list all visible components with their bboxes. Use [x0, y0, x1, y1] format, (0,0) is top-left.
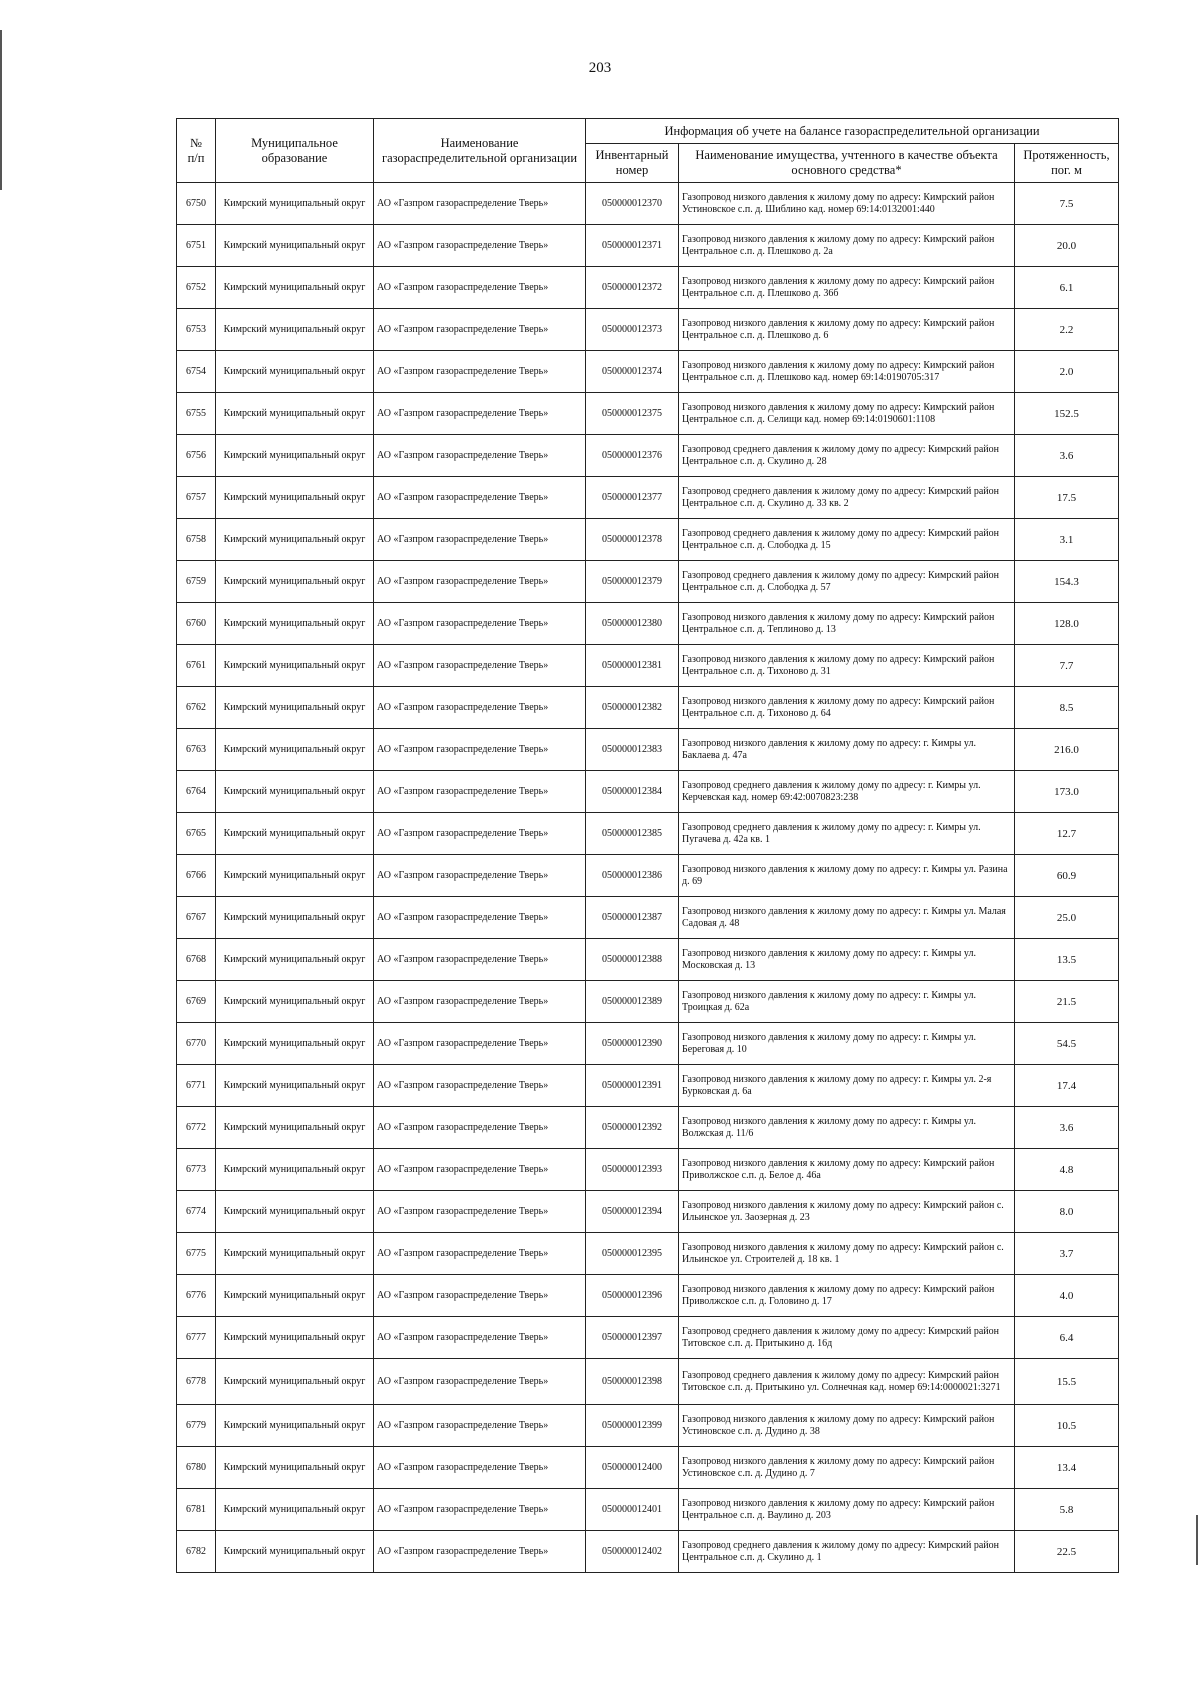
inventory-number-cell: 050000012389 [586, 981, 679, 1023]
organization-cell: АО «Газпром газораспределение Тверь» [374, 687, 586, 729]
organization-cell: АО «Газпром газораспределение Тверь» [374, 1233, 586, 1275]
row-number: 6757 [177, 477, 216, 519]
organization-cell: АО «Газпром газораспределение Тверь» [374, 561, 586, 603]
table-row [177, 939, 1119, 981]
inventory-number-cell: 050000012393 [586, 1149, 679, 1191]
property-name-cell: Газопровод среднего давления к жилому дому по адресу: Кимрский район Центральное с.п. д. Слободка д. 57 [679, 561, 1015, 603]
table-row [177, 1447, 1119, 1489]
length-cell: 20.0 [1015, 225, 1119, 267]
municipality-cell: Кимрский муниципальный округ [216, 183, 374, 225]
row-number: 6754 [177, 351, 216, 393]
municipality-cell: Кимрский муниципальный округ [216, 813, 374, 855]
row-number: 6753 [177, 309, 216, 351]
table-row [177, 1405, 1119, 1447]
length-cell: 216.0 [1015, 729, 1119, 771]
length-cell: 4.0 [1015, 1275, 1119, 1317]
municipality-cell: Кимрский муниципальный округ [216, 645, 374, 687]
row-number: 6775 [177, 1233, 216, 1275]
table-row [177, 1023, 1119, 1065]
municipality-cell: Кимрский муниципальный округ [216, 1489, 374, 1531]
municipality-cell: Кимрский муниципальный округ [216, 1191, 374, 1233]
length-cell: 12.7 [1015, 813, 1119, 855]
property-name-cell: Газопровод низкого давления к жилому дому по адресу: Кимрский район Устиновское с.п. д. Дудино д. 7 [679, 1447, 1015, 1489]
page-number: 203 [588, 60, 612, 76]
length-cell: 5.8 [1015, 1489, 1119, 1531]
property-name-cell: Газопровод среднего давления к жилому дому по адресу: Кимрский район Титовское с.п. д. Притыкино д. 16д [679, 1317, 1015, 1359]
municipality-cell: Кимрский муниципальный округ [216, 1107, 374, 1149]
property-name-cell: Газопровод низкого давления к жилому дому по адресу: Кимрский район Устиновское с.п. д. Шиблино кад. номер 69:14:0132001:440 [679, 183, 1015, 225]
row-number: 6777 [177, 1317, 216, 1359]
table-row [177, 813, 1119, 855]
inventory-number-cell: 050000012401 [586, 1489, 679, 1531]
inventory-number-cell: 050000012379 [586, 561, 679, 603]
property-name-cell: Газопровод низкого давления к жилому дому по адресу: Кимрский район Центральное с.п. д. Ваулино д. 203 [679, 1489, 1015, 1531]
table-row [177, 393, 1119, 435]
municipality-cell: Кимрский муниципальный округ [216, 687, 374, 729]
inventory-number-cell: 050000012381 [586, 645, 679, 687]
row-number: 6752 [177, 267, 216, 309]
property-name-cell: Газопровод низкого давления к жилому дому по адресу: Кимрский район с. Ильинское ул. Заозерная д. 23 [679, 1191, 1015, 1233]
table-row [177, 855, 1119, 897]
table-row [177, 1489, 1119, 1531]
inventory-number-cell: 050000012392 [586, 1107, 679, 1149]
row-number: 6769 [177, 981, 216, 1023]
table-row [177, 1531, 1119, 1573]
municipality-cell: Кимрский муниципальный округ [216, 351, 374, 393]
property-name-cell: Газопровод низкого давления к жилому дому по адресу: Кимрский район Центральное с.п. д. Плешково кад. номер 69:14:0190705:317 [679, 351, 1015, 393]
length-cell: 10.5 [1015, 1405, 1119, 1447]
row-number: 6782 [177, 1531, 216, 1573]
table-row [177, 519, 1119, 561]
header-municipality: Муниципальное образование [216, 119, 374, 183]
organization-cell: АО «Газпром газораспределение Тверь» [374, 1489, 586, 1531]
organization-cell: АО «Газпром газораспределение Тверь» [374, 1191, 586, 1233]
municipality-cell: Кимрский муниципальный округ [216, 729, 374, 771]
property-name-cell: Газопровод низкого давления к жилому дому по адресу: Кимрский район Центральное с.п. д. Плешково д. 6 [679, 309, 1015, 351]
length-cell: 4.8 [1015, 1149, 1119, 1191]
table-row [177, 561, 1119, 603]
length-cell: 152.5 [1015, 393, 1119, 435]
property-name-cell: Газопровод низкого давления к жилому дому по адресу: г. Кимры ул. Малая Садовая д. 48 [679, 897, 1015, 939]
organization-cell: АО «Газпром газораспределение Тверь» [374, 1065, 586, 1107]
row-number: 6759 [177, 561, 216, 603]
inventory-number-cell: 050000012376 [586, 435, 679, 477]
row-number: 6768 [177, 939, 216, 981]
property-name-cell: Газопровод низкого давления к жилому дому по адресу: г. Кимры ул. 2-я Бурковская д. 6а [679, 1065, 1015, 1107]
property-name-cell: Газопровод низкого давления к жилому дому по адресу: Кимрский район Центральное с.п. д. Плешково д. 2а [679, 225, 1015, 267]
length-cell: 60.9 [1015, 855, 1119, 897]
row-number: 6779 [177, 1405, 216, 1447]
organization-cell: АО «Газпром газораспределение Тверь» [374, 351, 586, 393]
inventory-number-cell: 050000012394 [586, 1191, 679, 1233]
inventory-number-cell: 050000012396 [586, 1275, 679, 1317]
organization-cell: АО «Газпром газораспределение Тверь» [374, 855, 586, 897]
organization-cell: АО «Газпром газораспределение Тверь» [374, 897, 586, 939]
length-cell: 3.1 [1015, 519, 1119, 561]
organization-cell: АО «Газпром газораспределение Тверь» [374, 1531, 586, 1573]
length-cell: 7.5 [1015, 183, 1119, 225]
header-num: № п/п [177, 119, 216, 183]
table-row [177, 897, 1119, 939]
table-row [177, 1149, 1119, 1191]
organization-cell: АО «Газпром газораспределение Тверь» [374, 771, 586, 813]
table-row [177, 1191, 1119, 1233]
property-name-cell: Газопровод низкого давления к жилому дому по адресу: г. Кимры ул. Троицкая д. 62а [679, 981, 1015, 1023]
inventory-number-cell: 050000012383 [586, 729, 679, 771]
property-name-cell: Газопровод низкого давления к жилому дому по адресу: Кимрский район Центральное с.п. д. Селищи кад. номер 69:14:0190601:1108 [679, 393, 1015, 435]
row-number: 6770 [177, 1023, 216, 1065]
organization-cell: АО «Газпром газораспределение Тверь» [374, 1447, 586, 1489]
inventory-number-cell: 050000012386 [586, 855, 679, 897]
row-number: 6762 [177, 687, 216, 729]
inventory-number-cell: 050000012395 [586, 1233, 679, 1275]
property-name-cell: Газопровод среднего давления к жилому дому по адресу: Кимрский район Центральное с.п. д. Скулино д. 33 кв. 2 [679, 477, 1015, 519]
row-number: 6764 [177, 771, 216, 813]
table-row [177, 267, 1119, 309]
table-row [177, 603, 1119, 645]
length-cell: 13.4 [1015, 1447, 1119, 1489]
length-cell: 2.0 [1015, 351, 1119, 393]
table-row [177, 1317, 1119, 1359]
row-number: 6771 [177, 1065, 216, 1107]
municipality-cell: Кимрский муниципальный округ [216, 1023, 374, 1065]
table-row [177, 1275, 1119, 1317]
organization-cell: АО «Газпром газораспределение Тверь» [374, 729, 586, 771]
row-number: 6776 [177, 1275, 216, 1317]
length-cell: 17.4 [1015, 1065, 1119, 1107]
property-name-cell: Газопровод низкого давления к жилому дому по адресу: Кимрский район Приволжское с.п. д. Головино д. 17 [679, 1275, 1015, 1317]
inventory-number-cell: 050000012400 [586, 1447, 679, 1489]
table-row [177, 183, 1119, 225]
row-number: 6763 [177, 729, 216, 771]
row-number: 6756 [177, 435, 216, 477]
length-cell: 6.4 [1015, 1317, 1119, 1359]
table-row [177, 1359, 1119, 1405]
organization-cell: АО «Газпром газораспределение Тверь» [374, 225, 586, 267]
municipality-cell: Кимрский муниципальный округ [216, 309, 374, 351]
inventory-number-cell: 050000012385 [586, 813, 679, 855]
municipality-cell: Кимрский муниципальный округ [216, 1149, 374, 1191]
property-name-cell: Газопровод низкого давления к жилому дому по адресу: г. Кимры ул. Береговая д. 10 [679, 1023, 1015, 1065]
length-cell: 8.5 [1015, 687, 1119, 729]
organization-cell: АО «Газпром газораспределение Тверь» [374, 981, 586, 1023]
length-cell: 15.5 [1015, 1359, 1119, 1405]
row-number: 6750 [177, 183, 216, 225]
property-name-cell: Газопровод низкого давления к жилому дому по адресу: г. Кимры ул. Волжская д. 11/6 [679, 1107, 1015, 1149]
organization-cell: АО «Газпром газораспределение Тверь» [374, 603, 586, 645]
municipality-cell: Кимрский муниципальный округ [216, 603, 374, 645]
organization-cell: АО «Газпром газораспределение Тверь» [374, 1359, 586, 1405]
table-row [177, 1065, 1119, 1107]
table-row [177, 729, 1119, 771]
property-name-cell: Газопровод среднего давления к жилому дому по адресу: г. Кимры ул. Пугачева д. 42а кв. 1 [679, 813, 1015, 855]
left-margin-mark-top [0, 30, 2, 190]
property-name-cell: Газопровод среднего давления к жилому дому по адресу: Кимрский район Титовское с.п. д. Притыкино ул. Солнечная кад. номер 69:14:0000021:3271 [679, 1359, 1015, 1405]
length-cell: 128.0 [1015, 603, 1119, 645]
header-org: Наименование газораспределительной организации [374, 119, 586, 183]
inventory-number-cell: 050000012390 [586, 1023, 679, 1065]
municipality-cell: Кимрский муниципальный округ [216, 267, 374, 309]
inventory-number-cell: 050000012391 [586, 1065, 679, 1107]
table-row [177, 645, 1119, 687]
row-number: 6755 [177, 393, 216, 435]
header-balance-group: Информация об учете на балансе газораспределительной организации [586, 119, 1119, 144]
length-cell: 13.5 [1015, 939, 1119, 981]
length-cell: 25.0 [1015, 897, 1119, 939]
table-row [177, 981, 1119, 1023]
municipality-cell: Кимрский муниципальный округ [216, 1233, 374, 1275]
property-name-cell: Газопровод низкого давления к жилому дому по адресу: Кимрский район Приволжское с.п. д. Белое д. 46а [679, 1149, 1015, 1191]
length-cell: 21.5 [1015, 981, 1119, 1023]
property-name-cell: Газопровод низкого давления к жилому дому по адресу: г. Кимры ул. Московская д. 13 [679, 939, 1015, 981]
municipality-cell: Кимрский муниципальный округ [216, 1275, 374, 1317]
table-row [177, 225, 1119, 267]
inventory-number-cell: 050000012382 [586, 687, 679, 729]
row-number: 6778 [177, 1359, 216, 1405]
municipality-cell: Кимрский муниципальный округ [216, 1531, 374, 1573]
length-cell: 54.5 [1015, 1023, 1119, 1065]
municipality-cell: Кимрский муниципальный округ [216, 393, 374, 435]
header-property: Наименование имущества, учтенного в качестве объекта основного средства* [679, 144, 1015, 183]
inventory-number-cell: 050000012373 [586, 309, 679, 351]
table-row [177, 1107, 1119, 1149]
organization-cell: АО «Газпром газораспределение Тверь» [374, 477, 586, 519]
municipality-cell: Кимрский муниципальный округ [216, 771, 374, 813]
table-row [177, 771, 1119, 813]
length-cell: 6.1 [1015, 267, 1119, 309]
municipality-cell: Кимрский муниципальный округ [216, 897, 374, 939]
municipality-cell: Кимрский муниципальный округ [216, 1447, 374, 1489]
row-number: 6760 [177, 603, 216, 645]
table-row [177, 1233, 1119, 1275]
municipality-cell: Кимрский муниципальный округ [216, 561, 374, 603]
municipality-cell: Кимрский муниципальный округ [216, 981, 374, 1023]
table-row [177, 435, 1119, 477]
row-number: 6780 [177, 1447, 216, 1489]
organization-cell: АО «Газпром газораспределение Тверь» [374, 645, 586, 687]
length-cell: 2.2 [1015, 309, 1119, 351]
municipality-cell: Кимрский муниципальный округ [216, 225, 374, 267]
inventory-number-cell: 050000012384 [586, 771, 679, 813]
municipality-cell: Кимрский муниципальный округ [216, 1359, 374, 1405]
row-number: 6774 [177, 1191, 216, 1233]
row-number: 6766 [177, 855, 216, 897]
inventory-number-cell: 050000012397 [586, 1317, 679, 1359]
row-number: 6758 [177, 519, 216, 561]
row-number: 6773 [177, 1149, 216, 1191]
organization-cell: АО «Газпром газораспределение Тверь» [374, 939, 586, 981]
row-number: 6781 [177, 1489, 216, 1531]
property-name-cell: Газопровод низкого давления к жилому дому по адресу: Кимрский район с. Ильинское ул. Строителей д. 18 кв. 1 [679, 1233, 1015, 1275]
length-cell: 154.3 [1015, 561, 1119, 603]
right-margin-mark [1196, 1515, 1198, 1565]
property-name-cell: Газопровод низкого давления к жилому дому по адресу: Кимрский район Центральное с.п. д. Тихоново д. 64 [679, 687, 1015, 729]
length-cell: 22.5 [1015, 1531, 1119, 1573]
organization-cell: АО «Газпром газораспределение Тверь» [374, 1107, 586, 1149]
property-name-cell: Газопровод среднего давления к жилому дому по адресу: Кимрский район Центральное с.п. д. Скулино д. 1 [679, 1531, 1015, 1573]
property-name-cell: Газопровод низкого давления к жилому дому по адресу: Кимрский район Центральное с.п. д. Плешково д. 36б [679, 267, 1015, 309]
inventory-number-cell: 050000012378 [586, 519, 679, 561]
length-cell: 3.7 [1015, 1233, 1119, 1275]
organization-cell: АО «Газпром газораспределение Тверь» [374, 435, 586, 477]
length-cell: 7.7 [1015, 645, 1119, 687]
row-number: 6761 [177, 645, 216, 687]
organization-cell: АО «Газпром газораспределение Тверь» [374, 309, 586, 351]
organization-cell: АО «Газпром газораспределение Тверь» [374, 1275, 586, 1317]
municipality-cell: Кимрский муниципальный округ [216, 1065, 374, 1107]
inventory-number-cell: 050000012398 [586, 1359, 679, 1405]
organization-cell: АО «Газпром газораспределение Тверь» [374, 1317, 586, 1359]
property-name-cell: Газопровод среднего давления к жилому дому по адресу: Кимрский район Центральное с.п. д. Слободка д. 15 [679, 519, 1015, 561]
property-name-cell: Газопровод низкого давления к жилому дому по адресу: г. Кимры ул. Баклаева д. 47а [679, 729, 1015, 771]
municipality-cell: Кимрский муниципальный округ [216, 855, 374, 897]
organization-cell: АО «Газпром газораспределение Тверь» [374, 1023, 586, 1065]
organization-cell: АО «Газпром газораспределение Тверь» [374, 1149, 586, 1191]
municipality-cell: Кимрский муниципальный округ [216, 1317, 374, 1359]
municipality-cell: Кимрский муниципальный округ [216, 519, 374, 561]
header-length: Протяженность, пог. м [1015, 144, 1119, 183]
inventory-number-cell: 050000012371 [586, 225, 679, 267]
inventory-number-cell: 050000012387 [586, 897, 679, 939]
header-inventory: Инвентарный номер [586, 144, 679, 183]
inventory-number-cell: 050000012402 [586, 1531, 679, 1573]
row-number: 6751 [177, 225, 216, 267]
row-number: 6765 [177, 813, 216, 855]
length-cell: 173.0 [1015, 771, 1119, 813]
inventory-number-cell: 050000012372 [586, 267, 679, 309]
property-name-cell: Газопровод низкого давления к жилому дому по адресу: г. Кимры ул. Разина д. 69 [679, 855, 1015, 897]
property-name-cell: Газопровод низкого давления к жилому дому по адресу: Кимрский район Устиновское с.п. д. Дудино д. 38 [679, 1405, 1015, 1447]
inventory-number-cell: 050000012374 [586, 351, 679, 393]
municipality-cell: Кимрский муниципальный округ [216, 1405, 374, 1447]
municipality-cell: Кимрский муниципальный округ [216, 939, 374, 981]
length-cell: 3.6 [1015, 435, 1119, 477]
property-name-cell: Газопровод низкого давления к жилому дому по адресу: Кимрский район Центральное с.п. д. Теплиново д. 13 [679, 603, 1015, 645]
inventory-number-cell: 050000012380 [586, 603, 679, 645]
inventory-number-cell: 050000012388 [586, 939, 679, 981]
table-row [177, 477, 1119, 519]
table-row [177, 351, 1119, 393]
table-row [177, 309, 1119, 351]
property-name-cell: Газопровод среднего давления к жилому дому по адресу: г. Кимры ул. Керчевская кад. номер 69:42:0070823:238 [679, 771, 1015, 813]
row-number: 6772 [177, 1107, 216, 1149]
length-cell: 8.0 [1015, 1191, 1119, 1233]
organization-cell: АО «Газпром газораспределение Тверь» [374, 1405, 586, 1447]
length-cell: 3.6 [1015, 1107, 1119, 1149]
property-registry-table [176, 118, 1119, 1573]
organization-cell: АО «Газпром газораспределение Тверь» [374, 813, 586, 855]
municipality-cell: Кимрский муниципальный округ [216, 435, 374, 477]
row-number: 6767 [177, 897, 216, 939]
organization-cell: АО «Газпром газораспределение Тверь» [374, 183, 586, 225]
property-name-cell: Газопровод низкого давления к жилому дому по адресу: Кимрский район Центральное с.п. д. Тихоново д. 31 [679, 645, 1015, 687]
length-cell: 17.5 [1015, 477, 1119, 519]
inventory-number-cell: 050000012399 [586, 1405, 679, 1447]
organization-cell: АО «Газпром газораспределение Тверь» [374, 267, 586, 309]
table-row [177, 687, 1119, 729]
inventory-number-cell: 050000012377 [586, 477, 679, 519]
property-name-cell: Газопровод среднего давления к жилому дому по адресу: Кимрский район Центральное с.п. д. Скулино д. 28 [679, 435, 1015, 477]
organization-cell: АО «Газпром газораспределение Тверь» [374, 393, 586, 435]
inventory-number-cell: 050000012375 [586, 393, 679, 435]
municipality-cell: Кимрский муниципальный округ [216, 477, 374, 519]
inventory-number-cell: 050000012370 [586, 183, 679, 225]
organization-cell: АО «Газпром газораспределение Тверь» [374, 519, 586, 561]
